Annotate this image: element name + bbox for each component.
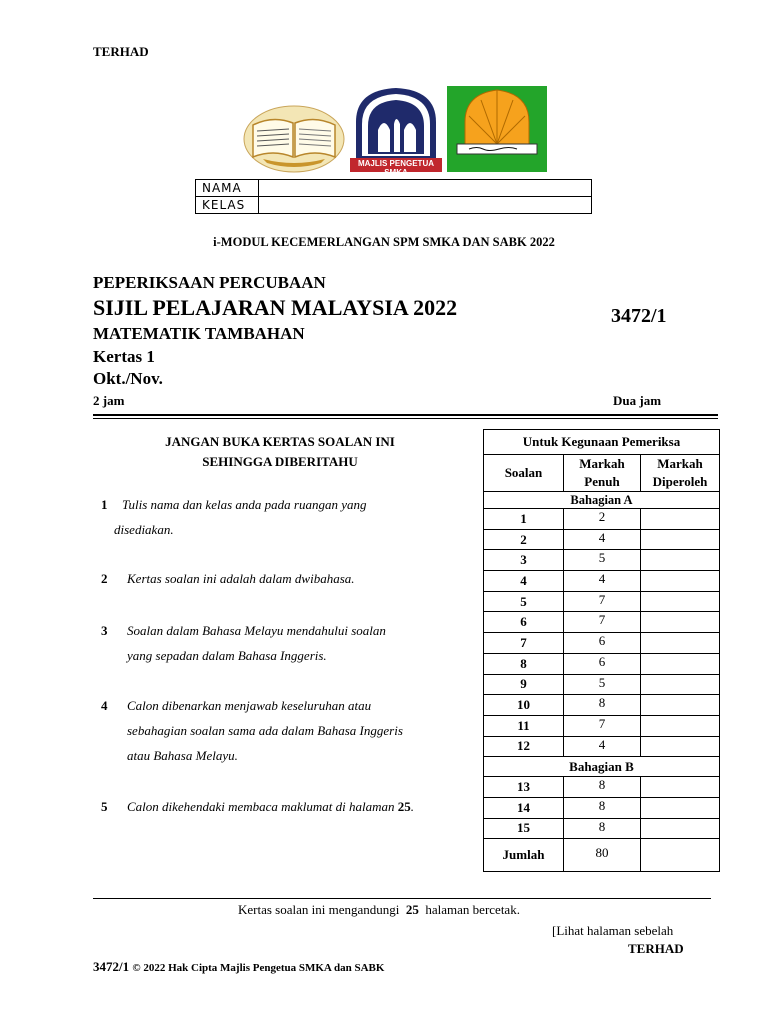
duration-left: 2 jam [93, 393, 125, 408]
instruction-text: Kertas soalan ini adalah dalam dwibahasa. [127, 571, 355, 586]
col-full-marks-l2: Penuh [584, 474, 620, 489]
page-count: 25 [405, 902, 419, 917]
open-book-logo [243, 103, 345, 173]
obtained-marks-field[interactable] [641, 818, 720, 839]
instruction-text: Calon dibenarkan menjawab keseluruhan atau [127, 698, 372, 713]
section-b-header: Bahagian B [484, 757, 720, 777]
table-row [484, 777, 720, 798]
instruction-text: Soalan dalam Bahasa Melayu mendahului soalan [127, 623, 386, 638]
copyright-text: © 2022 Hak Cipta Majlis Pengetua SMKA dan SABK [132, 962, 385, 974]
logo-caption: MAJLIS PENGETUA SMKA [357, 159, 434, 177]
full-marks: 5 [564, 550, 641, 571]
table-row [484, 591, 720, 612]
total-full-marks: 80 [564, 839, 641, 872]
classification-top: TERHAD [93, 44, 149, 59]
warning-line1: JANGAN BUKA KERTAS SOALAN INI [165, 434, 395, 449]
full-marks: 7 [564, 591, 641, 612]
copyright-line [93, 959, 384, 975]
table-row [484, 633, 720, 654]
instruction-text: Tulis nama dan kelas anda pada ruangan yang [122, 497, 367, 512]
question-number: 8 [484, 653, 564, 674]
instruction-text [127, 794, 414, 819]
dome-logo [447, 86, 547, 172]
table-row [484, 674, 720, 695]
obtained-marks-field[interactable] [641, 529, 720, 550]
col-full-marks [564, 455, 641, 492]
page-count-text: halaman bercetak. [418, 902, 520, 917]
next-page-note: [Lihat halaman sebelah [552, 923, 674, 938]
exam-session: Okt./Nov. [93, 369, 163, 388]
full-marks: 7 [564, 715, 641, 736]
table-row [484, 695, 720, 716]
col-obtained-marks [641, 455, 720, 492]
exam-line2: SIJIL PELAJARAN MALAYSIA 2022 [93, 295, 458, 320]
question-number: 11 [484, 715, 564, 736]
divider-thick [93, 414, 718, 416]
instruction-text-part: . [410, 799, 415, 814]
question-number: 9 [484, 674, 564, 695]
instruction-text: atau Bahasa Melayu. [127, 748, 238, 763]
full-marks: 6 [564, 633, 641, 654]
full-marks: 8 [564, 818, 641, 839]
question-number: 2 [484, 529, 564, 550]
instruction-text: sebahagian soalan sama ada dalam Bahasa Inggeris [127, 723, 403, 738]
obtained-marks-field[interactable] [641, 797, 720, 818]
table-row [484, 612, 720, 633]
table-row [484, 715, 720, 736]
total-obtained-marks[interactable] [641, 839, 720, 872]
page-reference: 25 [397, 799, 411, 814]
question-number: 5 [484, 591, 564, 612]
full-marks: 4 [564, 571, 641, 592]
table-row [484, 529, 720, 550]
question-number: 12 [484, 736, 564, 757]
subject: MATEMATIK TAMBAHAN [93, 324, 305, 343]
obtained-marks-field[interactable] [641, 653, 720, 674]
instruction-text: disediakan. [114, 522, 174, 537]
obtained-marks-field[interactable] [641, 612, 720, 633]
instruction-number: 4 [101, 698, 108, 713]
examiner-table-title: Untuk Kegunaan Pemeriksa [484, 430, 720, 455]
obtained-marks-field[interactable] [641, 571, 720, 592]
question-number: 14 [484, 797, 564, 818]
instruction-text: yang sepadan dalam Bahasa Inggeris. [127, 648, 327, 663]
footer-code: 3472/1 [93, 959, 130, 974]
instruction-number: 5 [101, 799, 108, 814]
full-marks: 4 [564, 736, 641, 757]
paper-code: 3472/1 [611, 305, 667, 327]
table-row [484, 797, 720, 818]
obtained-marks-field[interactable] [641, 695, 720, 716]
module-title: i-MODUL KECEMERLANGAN SPM SMKA DAN SABK 2022 [213, 235, 555, 249]
question-number: 15 [484, 818, 564, 839]
question-number: 7 [484, 633, 564, 654]
obtained-marks-field[interactable] [641, 777, 720, 798]
col-question: Soalan [484, 455, 564, 492]
section-a-header: Bahagian A [484, 492, 720, 509]
warning-notice [120, 432, 440, 472]
name-field[interactable] [259, 180, 592, 197]
instruction-text-part: Calon dikehendaki membaca maklumat di halaman [127, 799, 398, 814]
col-full-marks-l1: Markah [579, 456, 625, 471]
total-label: Jumlah [484, 839, 564, 872]
obtained-marks-field[interactable] [641, 633, 720, 654]
student-id-box [195, 179, 592, 214]
obtained-marks-field[interactable] [641, 509, 720, 530]
full-marks: 8 [564, 797, 641, 818]
majlis-pengetua-logo [350, 86, 442, 177]
obtained-marks-field[interactable] [641, 591, 720, 612]
full-marks: 4 [564, 529, 641, 550]
col-obtained-l1: Markah [657, 456, 703, 471]
question-number: 10 [484, 695, 564, 716]
page-count-text: Kertas soalan ini mengandungi [238, 902, 406, 917]
table-row [484, 736, 720, 757]
examiner-table [483, 429, 720, 872]
class-label: KELAS [196, 197, 259, 214]
instruction-number: 2 [101, 571, 108, 586]
question-number: 6 [484, 612, 564, 633]
duration-right: Dua jam [613, 393, 662, 408]
full-marks: 5 [564, 674, 641, 695]
warning-line2: SEHINGGA DIBERITAHU [202, 454, 358, 469]
instruction-number: 1 [101, 497, 108, 512]
table-row [484, 509, 720, 530]
table-row [484, 550, 720, 571]
name-label: NAMA [196, 180, 259, 197]
full-marks: 8 [564, 777, 641, 798]
obtained-marks-field[interactable] [641, 715, 720, 736]
table-row [484, 818, 720, 839]
table-row [484, 571, 720, 592]
question-number: 4 [484, 571, 564, 592]
page-count-note [238, 902, 520, 918]
full-marks: 8 [564, 695, 641, 716]
instruction-number: 3 [101, 623, 108, 638]
question-number: 1 [484, 509, 564, 530]
full-marks: 6 [564, 653, 641, 674]
divider-thin [93, 418, 718, 419]
full-marks: 7 [564, 612, 641, 633]
class-field[interactable] [259, 197, 592, 214]
obtained-marks-field[interactable] [641, 736, 720, 757]
obtained-marks-field[interactable] [641, 550, 720, 571]
classification-bottom: TERHAD [628, 941, 684, 956]
exam-line1: PEPERIKSAAN PERCUBAAN [93, 273, 326, 292]
full-marks: 2 [564, 509, 641, 530]
question-number: 13 [484, 777, 564, 798]
footer-divider [93, 898, 711, 899]
paper-number: Kertas 1 [93, 347, 155, 366]
question-number: 3 [484, 550, 564, 571]
table-row [484, 653, 720, 674]
obtained-marks-field[interactable] [641, 674, 720, 695]
col-obtained-l2: Diperoleh [652, 474, 708, 489]
